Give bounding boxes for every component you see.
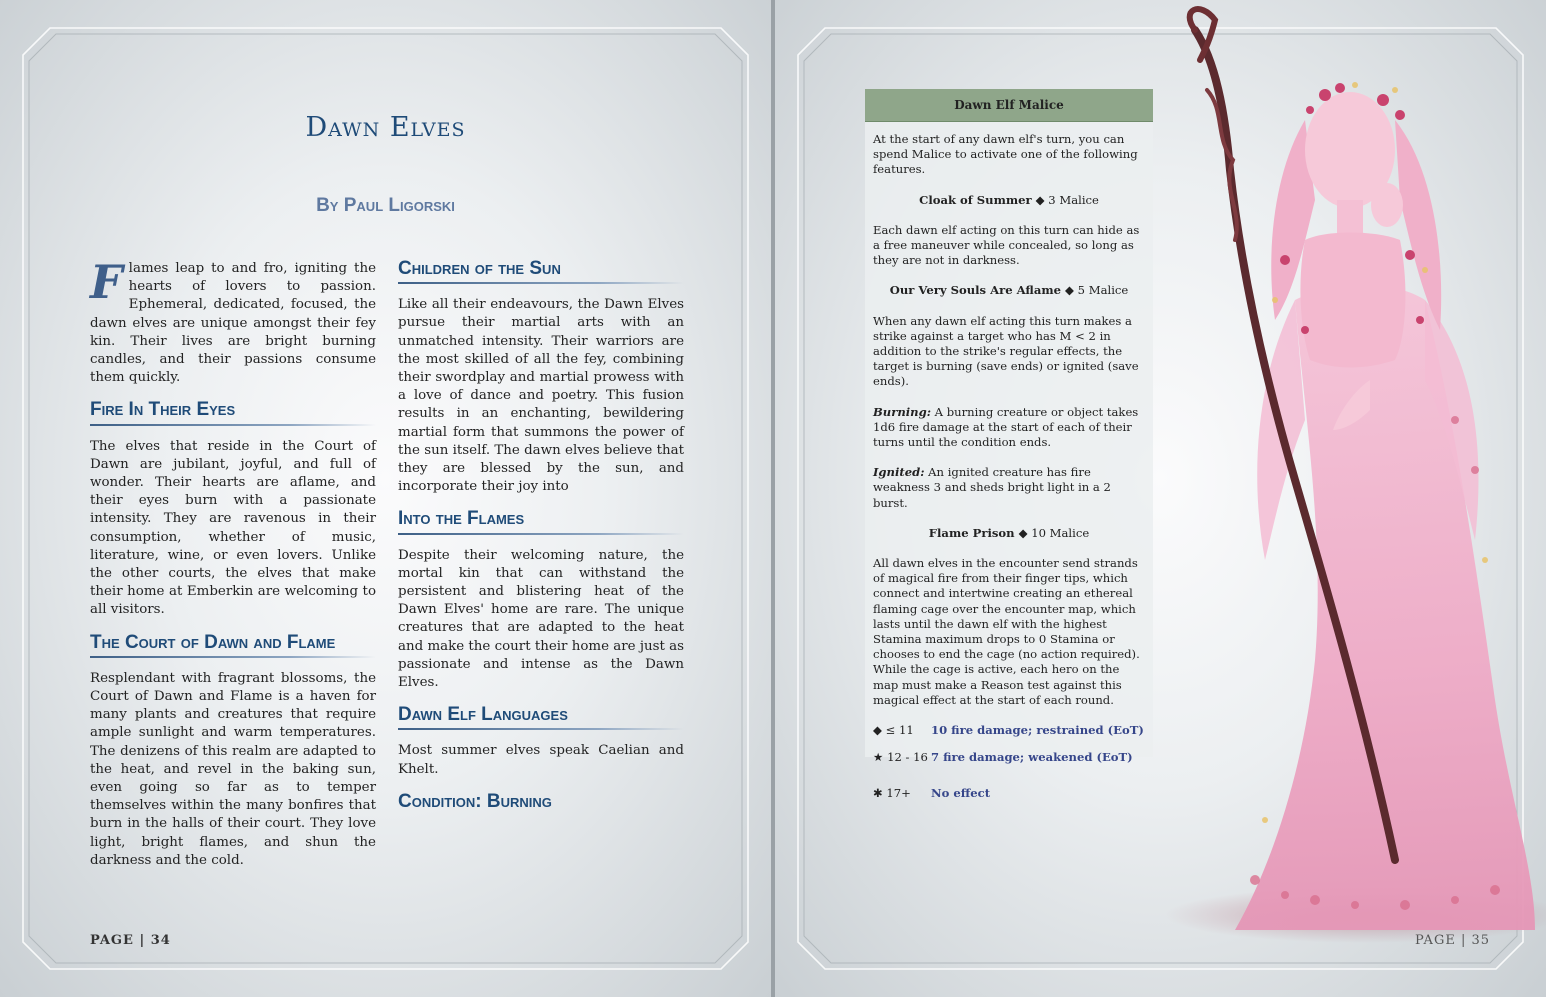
- tier-key: ◆ ≤ 11: [873, 723, 914, 738]
- drop-cap: F: [90, 255, 123, 309]
- section-heading-fire: Fire In Their Eyes: [90, 401, 376, 425]
- ignited-text: An ignited creature has fire weakness 3 and sheds bright light in a 2 burst.: [873, 465, 1111, 510]
- section-text-flames: Despite their welcoming nature, the mortal kin that can withstand the persistent and blistering heat of the Dawn Elves' home are rare. The unique creatures that are adapted to the heat and make the court their home are just as passionate and intense as the Dawn Elves.: [398, 547, 684, 691]
- feature-cost: ◆ 10 Malice: [1018, 525, 1090, 540]
- feature-heading-prison: [873, 526, 1145, 541]
- sidebar-body: [865, 122, 1153, 801]
- ignited-definition: [873, 465, 1145, 511]
- sidebar-title: Dawn Elf Malice: [865, 89, 1153, 122]
- intro-text: lames leap to and fro, igniting the hearts of lovers to passion. Ephemeral, dedicated, focused, the dawn elves are unique amongst their fey kin. Their lives are bright burning candles, and their passions consume them quickly.: [90, 261, 376, 386]
- tier-row: [873, 786, 1145, 801]
- tier-effect: 10 fire damage; restrained (EoT): [931, 723, 1144, 738]
- feature-cost: ◆ 3 Malice: [1035, 192, 1099, 207]
- section-heading-languages: Dawn Elf Languages: [398, 706, 684, 730]
- burning-definition: [873, 405, 1145, 451]
- section-heading-condition: Condition: Burning: [398, 790, 552, 812]
- feature-text-souls: When any dawn elf acting this turn makes a strike against a target who has M < 2 in addition to the strike's regular effects, the target is burning (save ends) or ignited (save ends).: [873, 313, 1139, 389]
- feature-name: Our Very Souls Are Aflame: [889, 283, 1061, 298]
- dawn-elf-illustration: [1155, 0, 1546, 997]
- page-number-right: PAGE | 35: [1415, 933, 1491, 948]
- page-number-left: PAGE | 34: [90, 933, 171, 948]
- author-byline: By Paul Ligorski: [316, 195, 455, 216]
- tier-effect: 7 fire damage; weakened (EoT): [931, 750, 1133, 765]
- feature-text-prison: All dawn elves in the encounter send strands of magical fire from their finger tips, which connect and intertwine creating an ethereal flaming cage over the encounter map, which lasts until the dawn elf with the highest Stamina maximum drops to 0 Stamina or chooses to end the cage (no action required). While the cage is active, each hero on the map must make a Reason test against this magical effect at the start of each round.: [873, 556, 1140, 707]
- feature-name: Flame Prison: [928, 525, 1015, 540]
- column-right: [398, 260, 684, 829]
- tier-row: [873, 723, 1145, 738]
- feature-heading-souls: [873, 283, 1145, 298]
- sidebar-intro: At the start of any dawn elf's turn, you can spend Malice to activate one of the following features.: [873, 132, 1138, 177]
- section-text-children: Like all their endeavours, the Dawn Elves pursue their martial arts with an unmatched intensity. Their warriors are the most skilled of all the fey, combining their swordplay and martial prowess with a love of dance and poetry. This fusion results in an enchanting, bewildering martial form that summons the power of the sun itself. The dawn elves believe that they are blessed by the sun, and incorporate their joy into: [398, 297, 684, 495]
- right-page: [775, 0, 1546, 997]
- malice-sidebar: [865, 89, 1153, 800]
- section-heading-flames: Into the Flames: [398, 510, 684, 534]
- burning-text: A burning creature or object takes 1d6 fire damage at the start of each of their turns until the condition ends.: [873, 404, 1139, 450]
- feature-name: Cloak of Summer: [919, 192, 1032, 207]
- burning-label: Burning:: [873, 404, 931, 419]
- tier-effect: No effect: [931, 785, 991, 800]
- tier-key: ✱ 17+: [873, 785, 911, 800]
- column-left: [90, 255, 376, 884]
- ignited-label: Ignited:: [873, 465, 925, 480]
- page-title: Dawn Elves: [305, 112, 466, 143]
- feature-heading-cloak: [873, 193, 1145, 208]
- intro-paragraph: [90, 255, 376, 387]
- section-heading-court: The Court of Dawn and Flame: [90, 634, 376, 658]
- left-page: [0, 0, 771, 997]
- feature-cost: ◆ 5 Malice: [1065, 283, 1129, 298]
- tier-row: [873, 750, 1145, 765]
- feature-text-cloak: Each dawn elf acting on this turn can hide as a free maneuver while concealed, so long as they are not in darkness.: [873, 222, 1140, 268]
- tier-key: ★ 12 - 16: [873, 750, 928, 765]
- section-text-fire: The elves that reside in the Court of Dawn are jubilant, joyful, and full of wonder. Their hearts are aflame, and their eyes burn with a passionate intensity. They are ravenous in their consumption, whether of music, literature, wine, or even lovers. Unlike the other courts, the elves that make their home at Emberkin are welcoming to all visitors.: [90, 438, 376, 618]
- section-heading-children: Children of the Sun: [398, 260, 684, 284]
- section-text-languages: Most summer elves speak Caelian and Khelt.: [398, 743, 684, 777]
- section-text-court: Resplendant with fragrant blossoms, the Court of Dawn and Flame is a haven for many plants and creatures that require ample sunlight and warm temperatures. The denizens of this realm are adapted to the heat, and revel in the baking sun, even going so far as to temper themselves within the many bonfires that burn in the halls of their court. They love light, bright flames, and shun the darkness and the cold.: [90, 670, 376, 868]
